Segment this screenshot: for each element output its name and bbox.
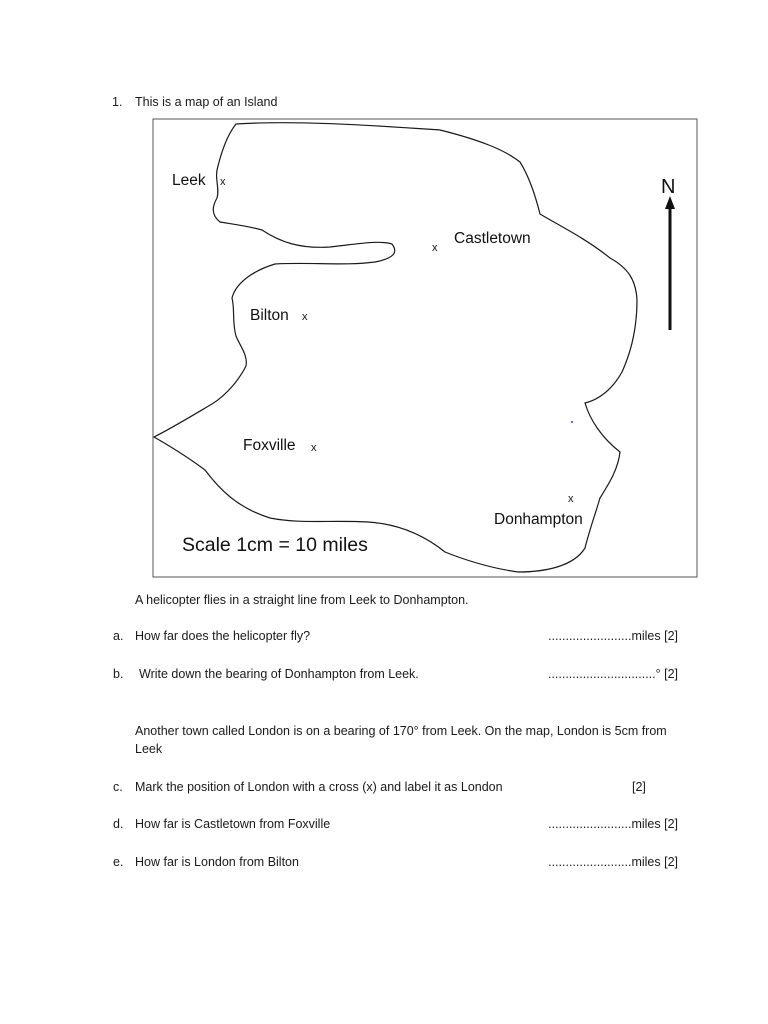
context-text: A helicopter flies in a straight line from Leek to Donhampton. bbox=[135, 593, 469, 607]
place-marker-donhampton: x bbox=[568, 493, 574, 505]
map-scale-label: Scale 1cm = 10 miles bbox=[182, 534, 368, 556]
question-text: How far is London from Bilton bbox=[135, 855, 299, 869]
answer-line[interactable]: ...............................° [2] bbox=[547, 667, 678, 681]
question-text: Write down the bearing of Donhampton from Leek. bbox=[139, 667, 419, 681]
question-number: 1. bbox=[112, 95, 123, 109]
place-label-castletown: Castletown bbox=[454, 230, 531, 247]
map-speck bbox=[571, 421, 573, 423]
place-marker-bilton: x bbox=[302, 311, 308, 323]
question-label: b. bbox=[113, 667, 124, 681]
place-marker-castletown: x bbox=[432, 242, 438, 254]
question-label: e. bbox=[113, 855, 124, 869]
place-label-bilton: Bilton bbox=[250, 307, 289, 324]
place-label-donhampton: Donhampton bbox=[494, 511, 583, 528]
answer-line[interactable]: ........................miles [2] bbox=[548, 855, 678, 869]
context-text-2: Another town called London is on a bearing of 170° from Leek. On the map, London is 5cm from Leek bbox=[135, 724, 667, 756]
marks-label: [2] bbox=[632, 780, 646, 794]
question-text: Mark the position of London with a cross (x) and label it as London bbox=[135, 780, 503, 794]
island-outline bbox=[154, 123, 637, 572]
question-text: How far is Castletown from Foxville bbox=[135, 817, 331, 831]
question-label: a. bbox=[113, 629, 124, 643]
place-label-foxville: Foxville bbox=[243, 437, 296, 454]
north-arrow bbox=[665, 196, 675, 330]
place-label-leek: Leek bbox=[172, 172, 206, 189]
map-frame bbox=[153, 119, 697, 577]
intro-text: This is a map of an Island bbox=[135, 95, 278, 109]
place-marker-foxville: x bbox=[311, 442, 317, 454]
answer-line[interactable]: ........................miles [2] bbox=[548, 817, 678, 831]
question-label: c. bbox=[113, 780, 123, 794]
answer-line[interactable]: ........................miles [2] bbox=[548, 629, 678, 643]
north-label: N bbox=[661, 176, 676, 198]
question-label: d. bbox=[113, 817, 124, 831]
question-text: How far does the helicopter fly? bbox=[135, 629, 311, 643]
place-marker-leek: x bbox=[220, 176, 226, 188]
